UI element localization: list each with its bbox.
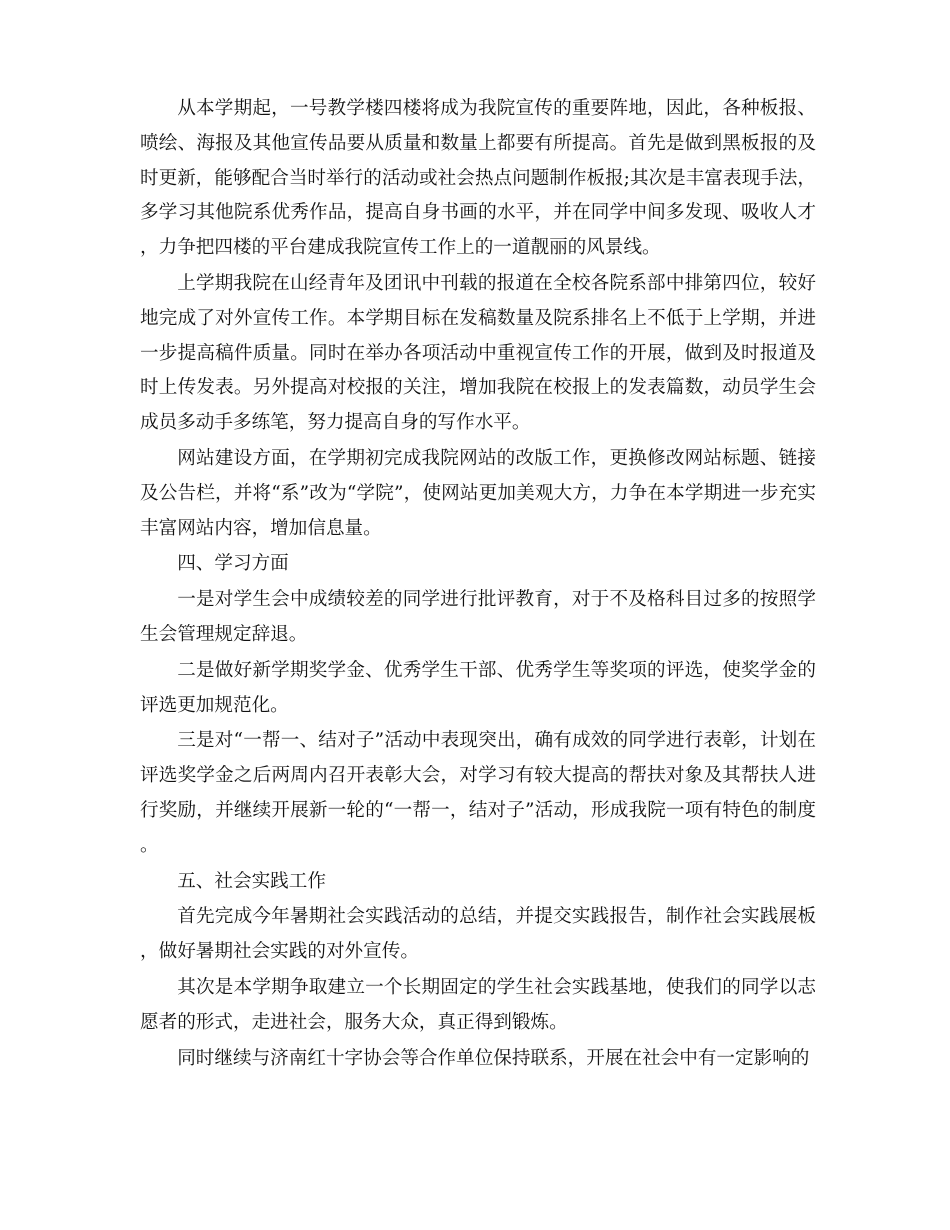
paragraph-practice-2: 其次是本学期争取建立一个长期固定的学生社会实践基地，使我们的同学以志愿者的形式，走进社会，服务大众，真正得到锻炼。 [140, 976, 816, 1033]
paragraph-study-2: 二是做好新学期奖学金、优秀学生干部、优秀学生等奖项的评选，使奖学金的评选更加规范化。 [140, 659, 816, 716]
paragraph-website: 网站建设方面，在学期初完成我院网站的改版工作，更换修改网站标题、链接及公告栏，并将“系”改为“学院”，使网站更加美观大方，力争在本学期进一步充实丰富网站内容，增加信息量。 [140, 447, 816, 539]
paragraph-publicity-boards: 从本学期起，一号教学楼四楼将成为我院宣传的重要阵地，因此，各种板报、喷绘、海报及其他宣传品要从质量和数量上都要有所提高。首先是做到黑板报的及时更新，能够配合当时举行的活动或社会热点问题制作板报;其次是丰富表现手法，多学习其他院系优秀作品，提高自身书画的水平，并在同学中间多发现、吸收人才，力争把四楼的平台建成我院宣传工作上的一道靓丽的风景线。 [140, 98, 816, 259]
paragraph-practice-1: 首先完成今年暑期社会实践活动的总结，并提交实践报告，制作社会实践展板，做好暑期社会实践的对外宣传。 [140, 906, 816, 963]
section-heading-social-practice: 五、社会实践工作 [177, 870, 326, 892]
paragraph-external-publicity: 上学期我院在山经青年及团讯中刊载的报道在全校各院系部中排第四位，较好地完成了对外宣传工作。本学期目标在发稿数量及院系排名上不低于上学期，并进一步提高稿件质量。同时在举办各项活动中重视宣传工作的开展，做到及时报道及时上传发表。另外提高对校报的关注，增加我院在校报上的发表篇数，动员学生会成员多动手多练笔，努力提高自身的写作水平。 [140, 272, 816, 434]
paragraph-study-1: 一是对学生会中成绩较差的同学进行批评教育，对于不及格科目过多的按照学生会管理规定辞退。 [140, 589, 816, 645]
document-body [140, 92, 816, 1077]
section-heading-study: 四、学习方面 [177, 553, 289, 575]
paragraph-study-3: 三是对“一帮一、结对子”活动中表现突出，确有成效的同学进行表彰，计划在评选奖学金之后两周内召开表彰大会，对学习有较大提高的帮扶对象及其帮扶人进行奖励，并继续开展新一轮的“一帮一，结对子”活动，形成我院一项有特色的制度。 [140, 730, 816, 856]
paragraph-practice-3: 同时继续与济南红十字协会等合作单位保持联系，开展在社会中有一定影响的 [177, 1047, 810, 1069]
